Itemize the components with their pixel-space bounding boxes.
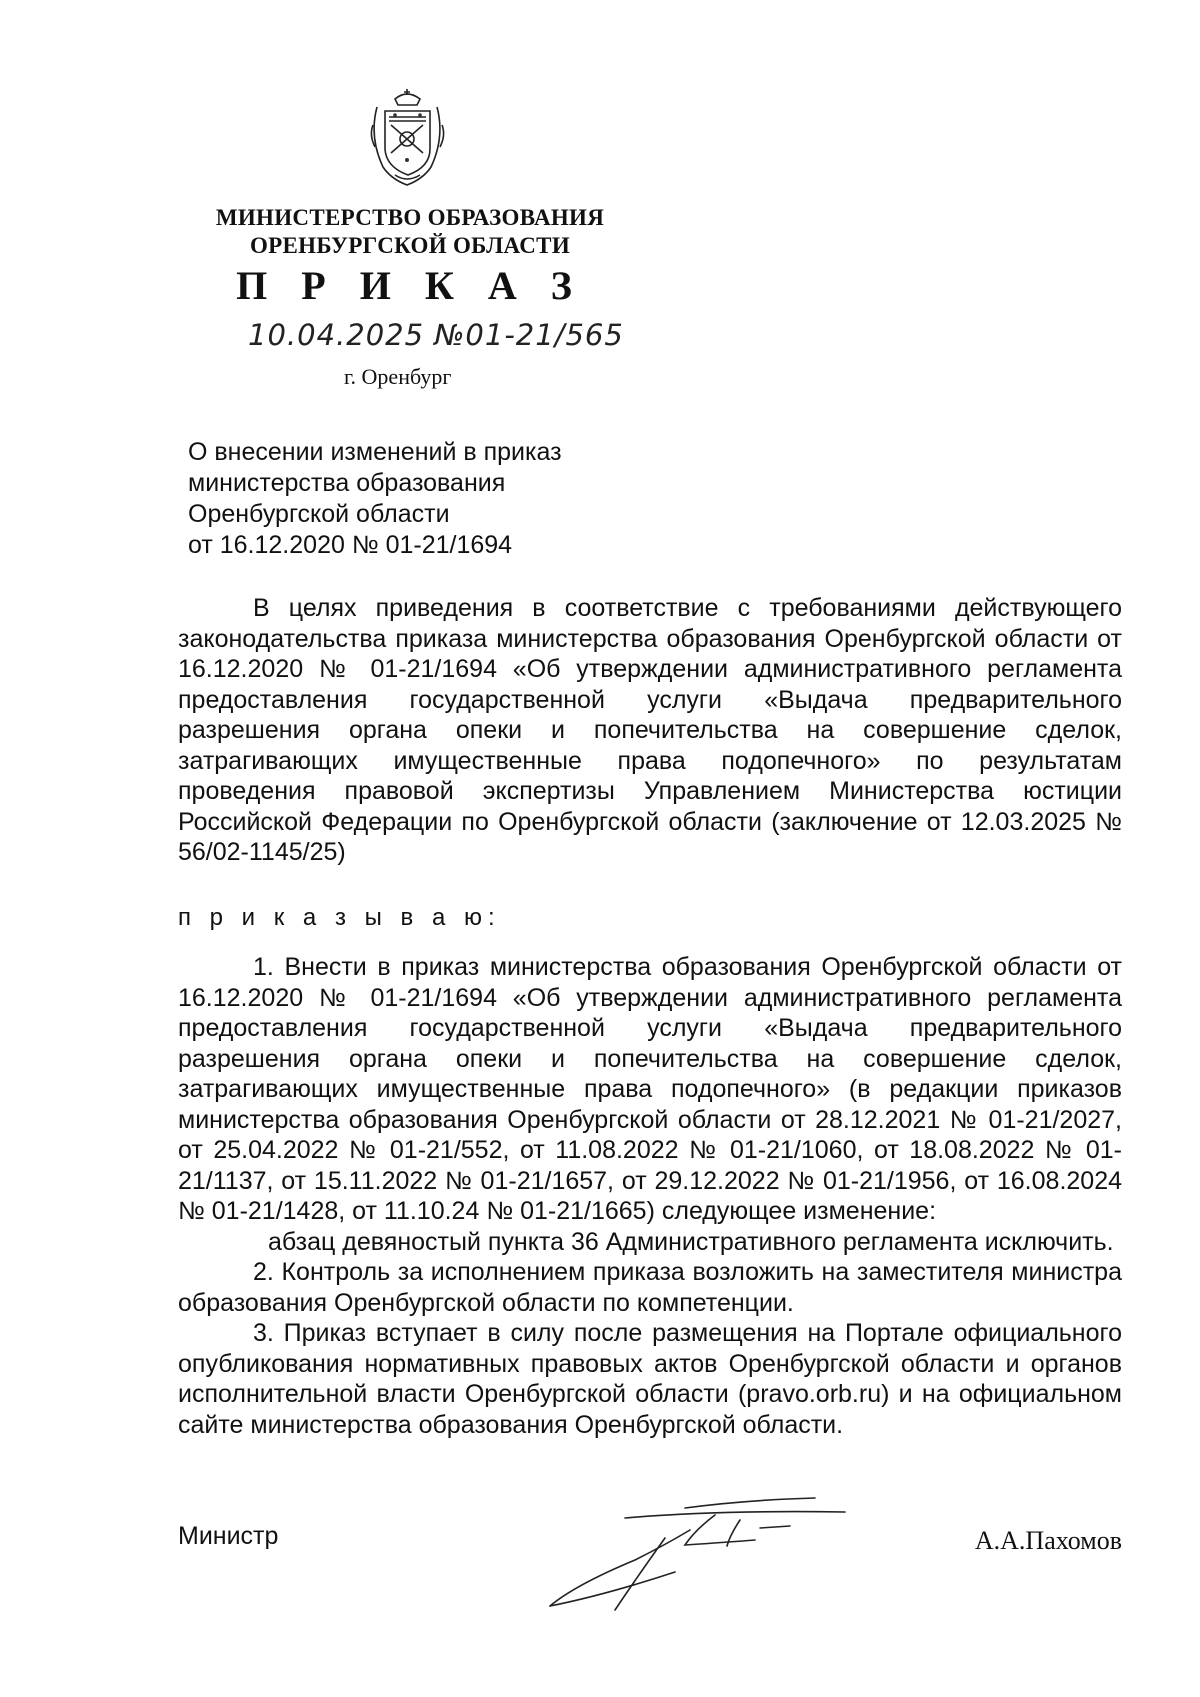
order-item-3: 3. Приказ вступает в силу после размещения на Портале официального опубликования нормативных правовых актов Оренбургской области и органов исполнительной власти Оренбургской области (pravo.orb.ru) и на официальном сайте министерства образования Оренбургской области.: [178, 1319, 1122, 1439]
ministry-line-2: ОРЕНБУРГСКОЙ ОБЛАСТИ: [249, 233, 571, 258]
coat-of-arms-icon: [365, 85, 450, 190]
subject-line: министерства образования: [188, 469, 506, 497]
order-keyword: п р и к а з ы в а ю:: [178, 904, 501, 931]
ministry-name: [170, 204, 650, 260]
order-subject: [188, 437, 562, 561]
order-item-2: 2. Контроль за исполнением приказа возложить на заместителя министра образования Оренбургской области по компетенции.: [178, 1258, 1122, 1317]
subject-line: О внесении изменений в приказ: [188, 438, 562, 466]
subject-line: от 16.12.2020 № 01-21/1694: [188, 531, 513, 559]
city-line: г. Оренбург: [344, 364, 452, 389]
handwritten-date-number: 10.04.2025 №01-21/565: [248, 318, 624, 352]
preamble: [178, 593, 1122, 868]
handwritten-signature: [515, 1490, 895, 1620]
preamble-paragraph: В целях приведения в соответствие с требованиями действующего законодательства приказа министерства образования Оренбургской области от 16.12.2020 № 01-21/1694 «Об утверждении административного регламента предоставления государственной услуги «Выдача предварительного разрешения органа опеки и попечительства на совершение сделок, затрагивающих имущественные права подопечного» по результатам проведения правовой экспертизы Управлением Министерства юстиции Российской Федерации по Оренбургской области (заключение от 12.03.2025 № 56/02-1145/25): [178, 594, 1122, 866]
order-items: [178, 952, 1122, 1440]
ministry-line-1: МИНИСТЕРСТВО ОБРАЗОВАНИЯ: [215, 205, 605, 230]
subject-line: Оренбургской области: [188, 500, 450, 528]
signatory-name: А.А.Пахомов: [974, 1526, 1122, 1555]
signatory-title: Министр: [178, 1522, 279, 1550]
order-item-1-amendment: абзац девяностый пункта 36 Административного регламента исключить.: [268, 1227, 1114, 1256]
document-type-title: П Р И К А З: [236, 263, 584, 308]
order-item-1: 1. Внести в приказ министерства образования Оренбургской области от 16.12.2020 № 01-21/1694 «Об утверждении административного регламента предоставления государственной услуги «Выдача предварительного разрешения органа опеки и попечительства на совершение сделок, затрагивающих имущественные права подопечного» (в редакции приказов министерства образования Оренбургской области от 28.12.2021 № 01-21/2027, от 25.04.2022 № 01-21/552, от 11.08.2022 № 01-21/1060, от 18.08.2022 № 01-21/1137, от 15.11.2022 № 01-21/1657, от 29.12.2022 № 01-21/1956, от 16.08.2024 № 01-21/1428, от 11.10.24 № 01-21/1665) следующее изменение:: [178, 953, 1122, 1225]
